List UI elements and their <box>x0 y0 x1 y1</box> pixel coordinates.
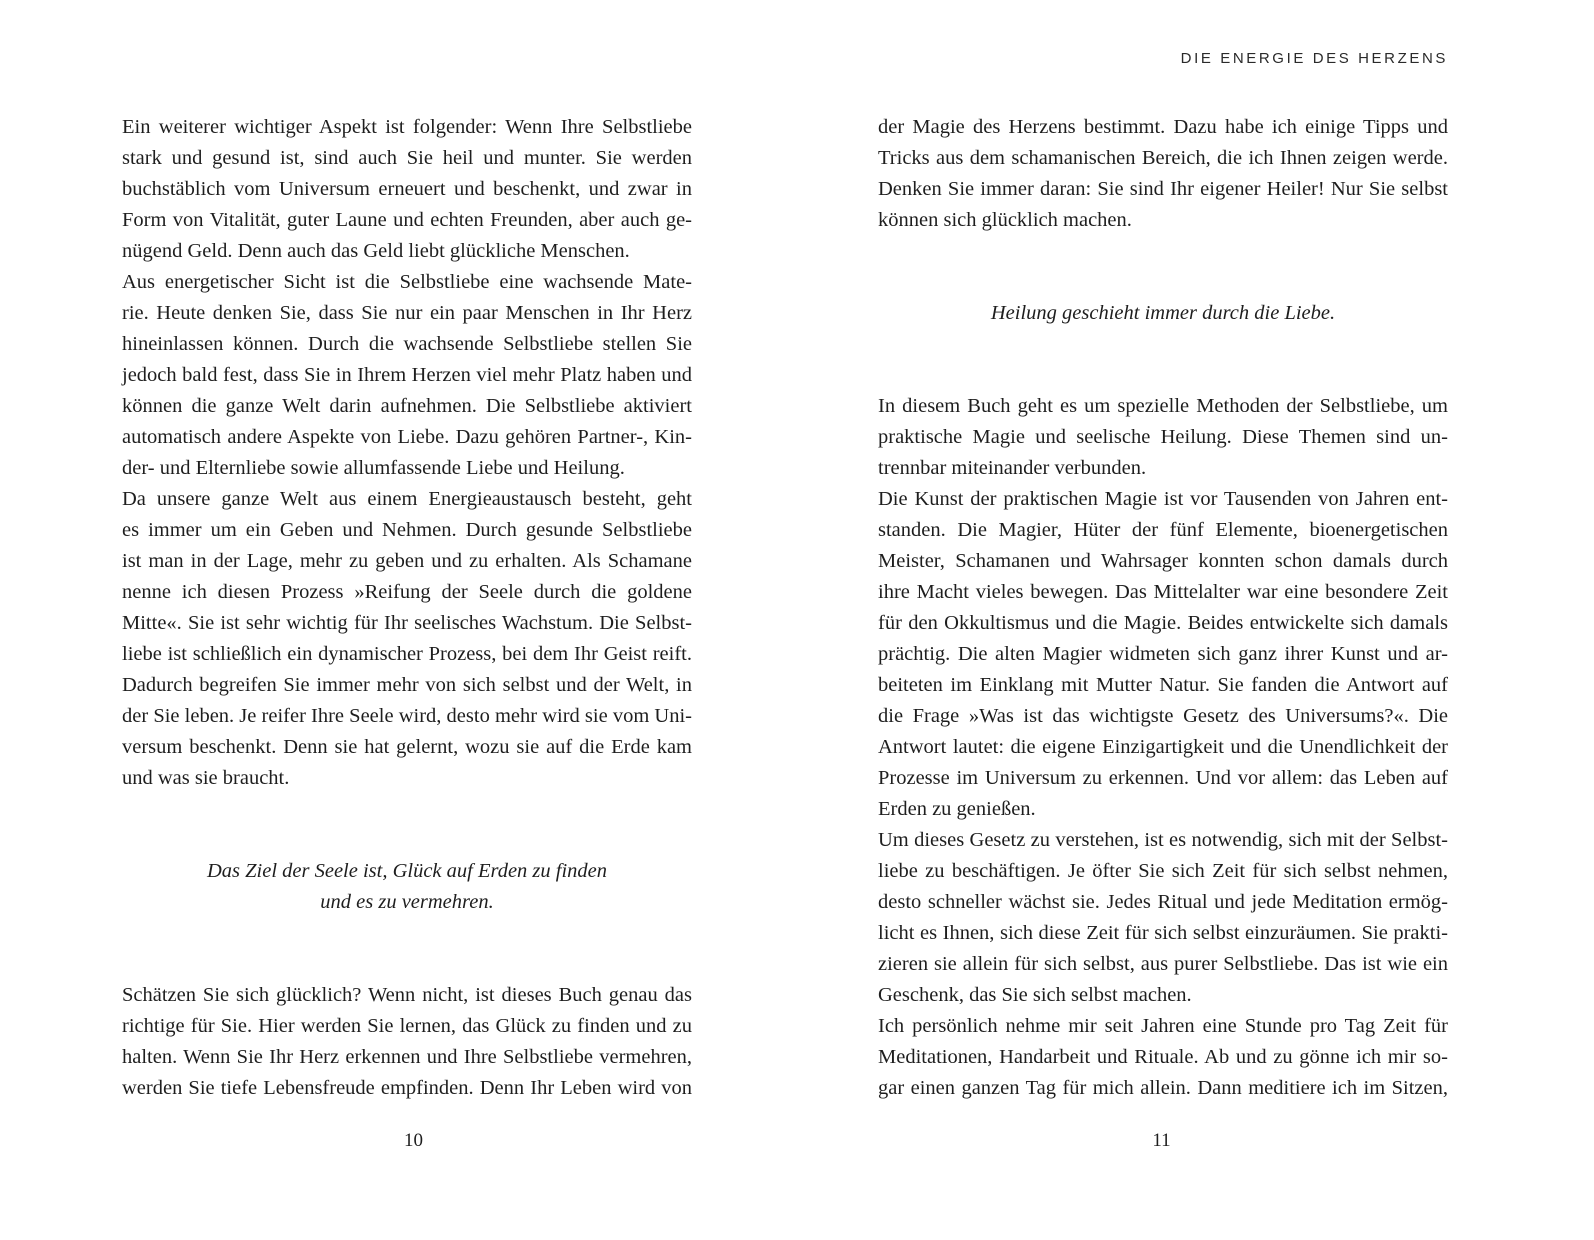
text-line: und was sie braucht. <box>122 767 290 789</box>
text-line: es immer um ein Geben und Nehmen. Durch gesunde Selbstliebe <box>122 519 692 541</box>
text-line: Antwort lautet: die eigene Einzigartigkeit und die Unendlichkeit der <box>878 736 1448 758</box>
text-line: Heilung geschieht immer durch die Liebe. <box>990 302 1336 324</box>
pull-quote <box>122 856 692 918</box>
text-line: können sich glücklich machen. <box>878 209 1132 231</box>
text-line: rie. Heute denken Sie, dass Sie nur ein paar Menschen in Ihr Herz <box>122 302 692 324</box>
paragraph <box>122 980 692 1104</box>
text-line: liebe zu beschäftigen. Je öfter Sie sich Zeit für sich selbst nehmen, <box>878 860 1448 882</box>
right-page <box>797 0 1594 1240</box>
text-line: Meister, Schamanen und Wahrsager konnten schon damals durch <box>878 550 1448 572</box>
paragraph <box>122 484 692 794</box>
text-line: trennbar miteinander verbunden. <box>878 457 1147 479</box>
quote-spacing <box>122 794 692 856</box>
paragraph <box>878 112 1448 236</box>
page-number-left: 10 <box>404 1130 423 1151</box>
text-line: Aus energetischer Sicht ist die Selbstliebe eine wachsende Mate- <box>122 271 692 293</box>
text-line: nügend Geld. Denn auch das Geld liebt glückliche Menschen. <box>122 240 630 262</box>
text-line: Geschenk, das Sie sich selbst machen. <box>878 984 1192 1006</box>
text-line: Prozesse im Universum zu erkennen. Und vor allem: das Leben auf <box>878 767 1448 789</box>
text-line: stark und gesund ist, sind auch Sie heil und munter. Sie werden <box>122 147 692 169</box>
paragraph <box>122 267 692 484</box>
text-line: werden Sie tiefe Lebensfreude empfinden. Denn Ihr Leben wird von <box>122 1077 692 1099</box>
text-line: Da unsere ganze Welt aus einem Energieaustausch besteht, geht <box>122 488 692 510</box>
text-line: Denken Sie immer daran: Sie sind Ihr eigener Heiler! Nur Sie selbst <box>878 178 1448 200</box>
text-line: für den Okkultismus und die Magie. Beides entwickelte sich damals <box>878 612 1448 634</box>
text-line: liebe ist schließlich ein dynamischer Prozess, bei dem Ihr Geist reift. <box>122 643 692 665</box>
text-line: jedoch bald fest, dass Sie in Ihrem Herzen viel mehr Platz haben und <box>122 364 692 386</box>
text-line: und es zu vermehren. <box>320 891 494 913</box>
text-line: automatisch andere Aspekte von Liebe. Dazu gehören Partner-, Kin- <box>122 426 692 448</box>
text-line: Um dieses Gesetz zu verstehen, ist es notwendig, sich mit der Selbst- <box>878 829 1448 851</box>
quote-spacing <box>122 918 692 980</box>
text-line: der Sie leben. Je reifer Ihre Seele wird, desto mehr wird sie vom Uni- <box>122 705 692 727</box>
text-line: gar einen ganzen Tag für mich allein. Dann meditiere ich im Sitzen, <box>878 1077 1448 1099</box>
text-line: beiteten im Einklang mit Mutter Natur. Sie fanden die Antwort auf <box>878 674 1448 696</box>
text-line: zieren sie allein für sich selbst, aus purer Selbstliebe. Das ist wie ein <box>878 953 1448 975</box>
running-head: DIE ENERGIE DES HERZENS <box>1180 50 1448 67</box>
text-line: praktische Magie und seelische Heilung. Diese Themen sind un- <box>878 426 1448 448</box>
text-line: In diesem Buch geht es um spezielle Methoden der Selbstliebe, um <box>878 395 1448 417</box>
paragraph <box>878 1011 1448 1104</box>
text-line: die Frage »Was ist das wichtigste Gesetz des Universums?«. Die <box>878 705 1448 727</box>
text-line: Mitte«. Sie ist sehr wichtig für Ihr seelisches Wachstum. Die Selbst- <box>122 612 692 634</box>
text-line: desto schneller wächst sie. Jedes Ritual und jede Meditation ermög- <box>878 891 1448 913</box>
page-number-right: 11 <box>1152 1130 1171 1151</box>
quote-spacing <box>878 329 1448 391</box>
text-line: Ich persönlich nehme mir seit Jahren eine Stunde pro Tag Zeit für <box>878 1015 1448 1037</box>
paragraph <box>122 112 692 267</box>
text-line: können die ganze Welt darin aufnehmen. Die Selbstliebe aktiviert <box>122 395 692 417</box>
text-line: ist man in der Lage, mehr zu geben und zu erhalten. Als Schamane <box>122 550 692 572</box>
text-line: hineinlassen können. Durch die wachsende Selbstliebe stellen Sie <box>122 333 692 355</box>
text-line: versum beschenkt. Denn sie hat gelernt, wozu sie auf die Erde kam <box>122 736 692 758</box>
paragraph <box>878 825 1448 1011</box>
text-line: Ein weiterer wichtiger Aspekt ist folgender: Wenn Ihre Selbstliebe <box>122 116 692 138</box>
text-line: Dadurch begreifen Sie immer mehr von sich selbst und der Welt, in <box>122 674 692 696</box>
text-line: der- und Elternliebe sowie allumfassende Liebe und Heilung. <box>122 457 625 479</box>
text-line: Tricks aus dem schamanischen Bereich, die ich Ihnen zeigen werde. <box>878 147 1448 169</box>
text-line: Schätzen Sie sich glücklich? Wenn nicht, ist dieses Buch genau das <box>122 984 692 1006</box>
text-line: Das Ziel der Seele ist, Glück auf Erden zu finden <box>206 860 608 882</box>
text-line: halten. Wenn Sie Ihr Herz erkennen und Ihre Selbstliebe vermehren, <box>122 1046 692 1068</box>
quote-spacing <box>878 236 1448 298</box>
right-page-text <box>878 112 1448 1104</box>
text-line: nenne ich diesen Prozess »Reifung der Seele durch die goldene <box>122 581 692 603</box>
text-line: ihre Macht vieles bewegen. Das Mittelalter war eine besondere Zeit <box>878 581 1448 603</box>
paragraph <box>878 391 1448 484</box>
text-line: Die Kunst der praktischen Magie ist vor Tausenden von Jahren ent- <box>878 488 1448 510</box>
text-line: richtige für Sie. Hier werden Sie lernen, das Glück zu finden und zu <box>122 1015 692 1037</box>
left-page-text <box>122 112 692 1104</box>
text-line: prächtig. Die alten Magier widmeten sich ganz ihrer Kunst und ar- <box>878 643 1448 665</box>
paragraph <box>878 484 1448 825</box>
pull-quote <box>878 298 1448 329</box>
text-line: Meditationen, Handarbeit und Rituale. Ab und zu gönne ich mir so- <box>878 1046 1448 1068</box>
text-line: standen. Die Magier, Hüter der fünf Elemente, bioenergetischen <box>878 519 1448 541</box>
text-line: der Magie des Herzens bestimmt. Dazu habe ich einige Tipps und <box>878 116 1448 138</box>
text-line: buchstäblich vom Universum erneuert und beschenkt, und zwar in <box>122 178 692 200</box>
text-line: Form von Vitalität, guter Laune und echten Freunden, aber auch ge- <box>122 209 692 231</box>
text-line: Erden zu genießen. <box>878 798 1036 820</box>
text-line: licht es Ihnen, sich diese Zeit für sich selbst einzuräumen. Sie prakti- <box>878 922 1448 944</box>
